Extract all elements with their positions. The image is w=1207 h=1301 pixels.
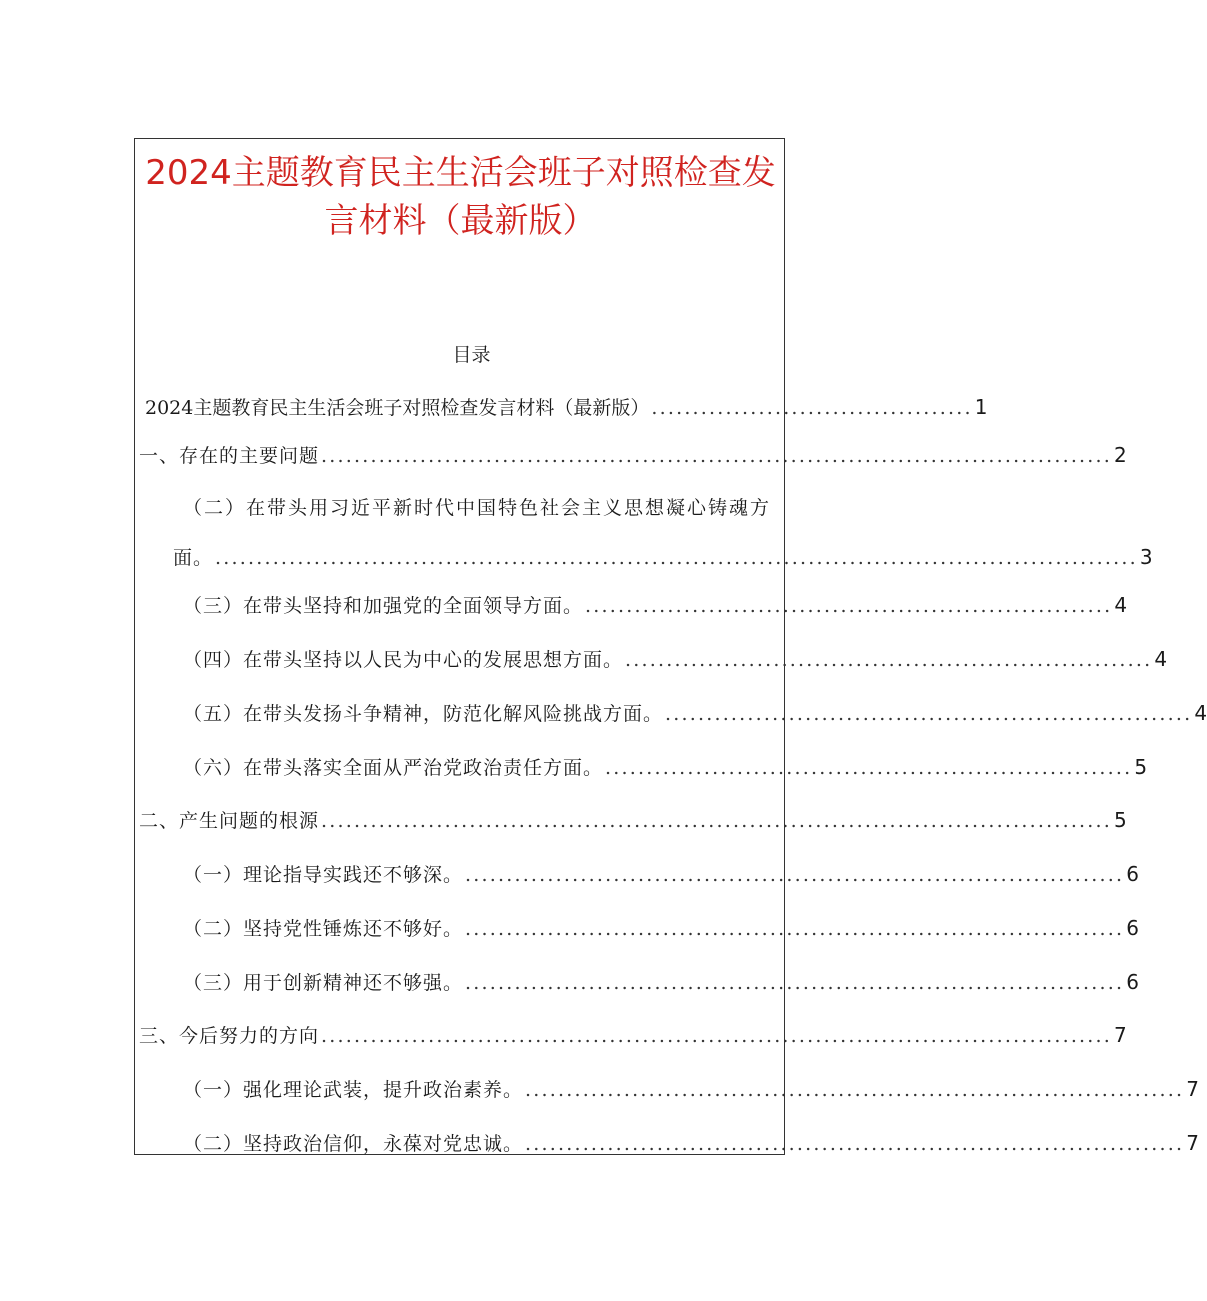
toc-leader-dots: ................................................................................ [525,1133,1185,1155]
toc-entry-section-1-6[interactable] [183,754,1148,781]
toc-entry-label: （二）坚持政治信仰，永葆对党忠诚。 [183,1133,524,1155]
toc-entry-page: 6 [1126,916,1139,940]
toc-leader-dots: ................................................................ [625,649,1153,671]
toc-entry-page: 2 [1114,443,1127,467]
toc-entry-page: 7 [1186,1131,1199,1155]
document-title [135,149,786,245]
toc-entry-page: 5 [1134,755,1148,779]
toc-entry-page: 5 [1114,808,1127,832]
toc-entry-page: 6 [1126,970,1139,994]
toc-leader-dots: ................................................................ [585,595,1113,617]
toc-entry-page: 7 [1114,1023,1127,1047]
toc-heading: 目录 [452,344,491,366]
toc-leader-dots: ................................................................................................ [321,445,1113,467]
toc-entry-page: 7 [1186,1077,1199,1101]
toc-leader-dots: ................................................................ [605,757,1133,779]
toc-leader-dots: ................................................................................................................ [215,547,1138,569]
toc-entry-page: 4 [1154,647,1168,671]
toc-entry-label: （一）理论指导实践还不够深。 [183,864,464,886]
toc-entry-label: 面。 [173,547,214,569]
toc-leader-dots: ................................................................................ [525,1079,1185,1101]
toc-entry-page: 4 [1114,593,1128,617]
toc-entry-section-1-3[interactable] [183,592,1128,619]
toc-entry-section-3-2[interactable] [183,1130,1199,1157]
toc-leader-dots: ....................................... [651,397,973,419]
toc-entry-label: （六）在带头落实全面从严治党政治责任方面。 [183,757,604,779]
toc-entry-section-2-3[interactable] [183,969,1139,996]
toc-entry-section-2-1[interactable] [183,861,1139,888]
toc-entry-label: 三、今后努力的方向 [139,1025,320,1047]
toc-leader-dots: ................................................................................................ [321,810,1113,832]
document-frame [134,138,1207,1155]
toc-entry-label: （五）在带头发扬斗争精神，防范化解风险挑战方面。 [183,703,664,725]
toc-entry-page: 6 [1126,862,1139,886]
toc-entry-section-1-2-line-1[interactable]: （二）在带头用习近平新时代中国特色社会主义思想凝心铸魂方 [183,497,772,519]
toc-entry-label: （三）在带头坚持和加强党的全面领导方面。 [183,595,584,617]
title-line-1: 2024主题教育民主生活会班子对照检查发 [145,153,776,193]
toc-entry-section-3[interactable] [139,1022,1127,1049]
toc-entry-label: 二、产生问题的根源 [139,810,320,832]
toc-entry-section-1-4[interactable] [183,646,1168,673]
toc-entry-title[interactable] [145,394,988,421]
toc-entry-page: 3 [1139,545,1153,569]
toc-entry-section-1[interactable] [139,442,1127,469]
toc-leader-dots: ................................................................ [665,703,1193,725]
toc-leader-dots: ................................................................................ [465,864,1125,886]
toc-entry-label: （一）强化理论武装，提升政治素养。 [183,1079,524,1101]
toc-entry-section-1-2-line-2[interactable] [173,544,1153,571]
toc-entry-page: 1 [974,395,988,419]
toc-entry-section-3-1[interactable] [183,1076,1199,1103]
toc-entry-label: 一、存在的主要问题 [139,445,320,467]
toc-entry-section-2-2[interactable] [183,915,1139,942]
toc-entry-section-2[interactable] [139,807,1127,834]
toc-entry-label: （二）坚持党性锤炼还不够好。 [183,918,464,940]
toc-leader-dots: ................................................................................ [465,972,1125,994]
title-line-2: 言材料（最新版） [324,201,597,241]
toc-entry-section-1-5[interactable] [183,700,1207,727]
toc-entry-page: 4 [1194,701,1207,725]
toc-leader-dots: ................................................................................ [465,918,1125,940]
toc-entry-label: （三）用于创新精神还不够强。 [183,972,464,994]
toc-entry-label: 2024主题教育民主生活会班子对照检查发言材料（最新版） [145,397,650,419]
toc-entry-label: （四）在带头坚持以人民为中心的发展思想方面。 [183,649,624,671]
toc-leader-dots: ................................................................................................ [321,1025,1113,1047]
